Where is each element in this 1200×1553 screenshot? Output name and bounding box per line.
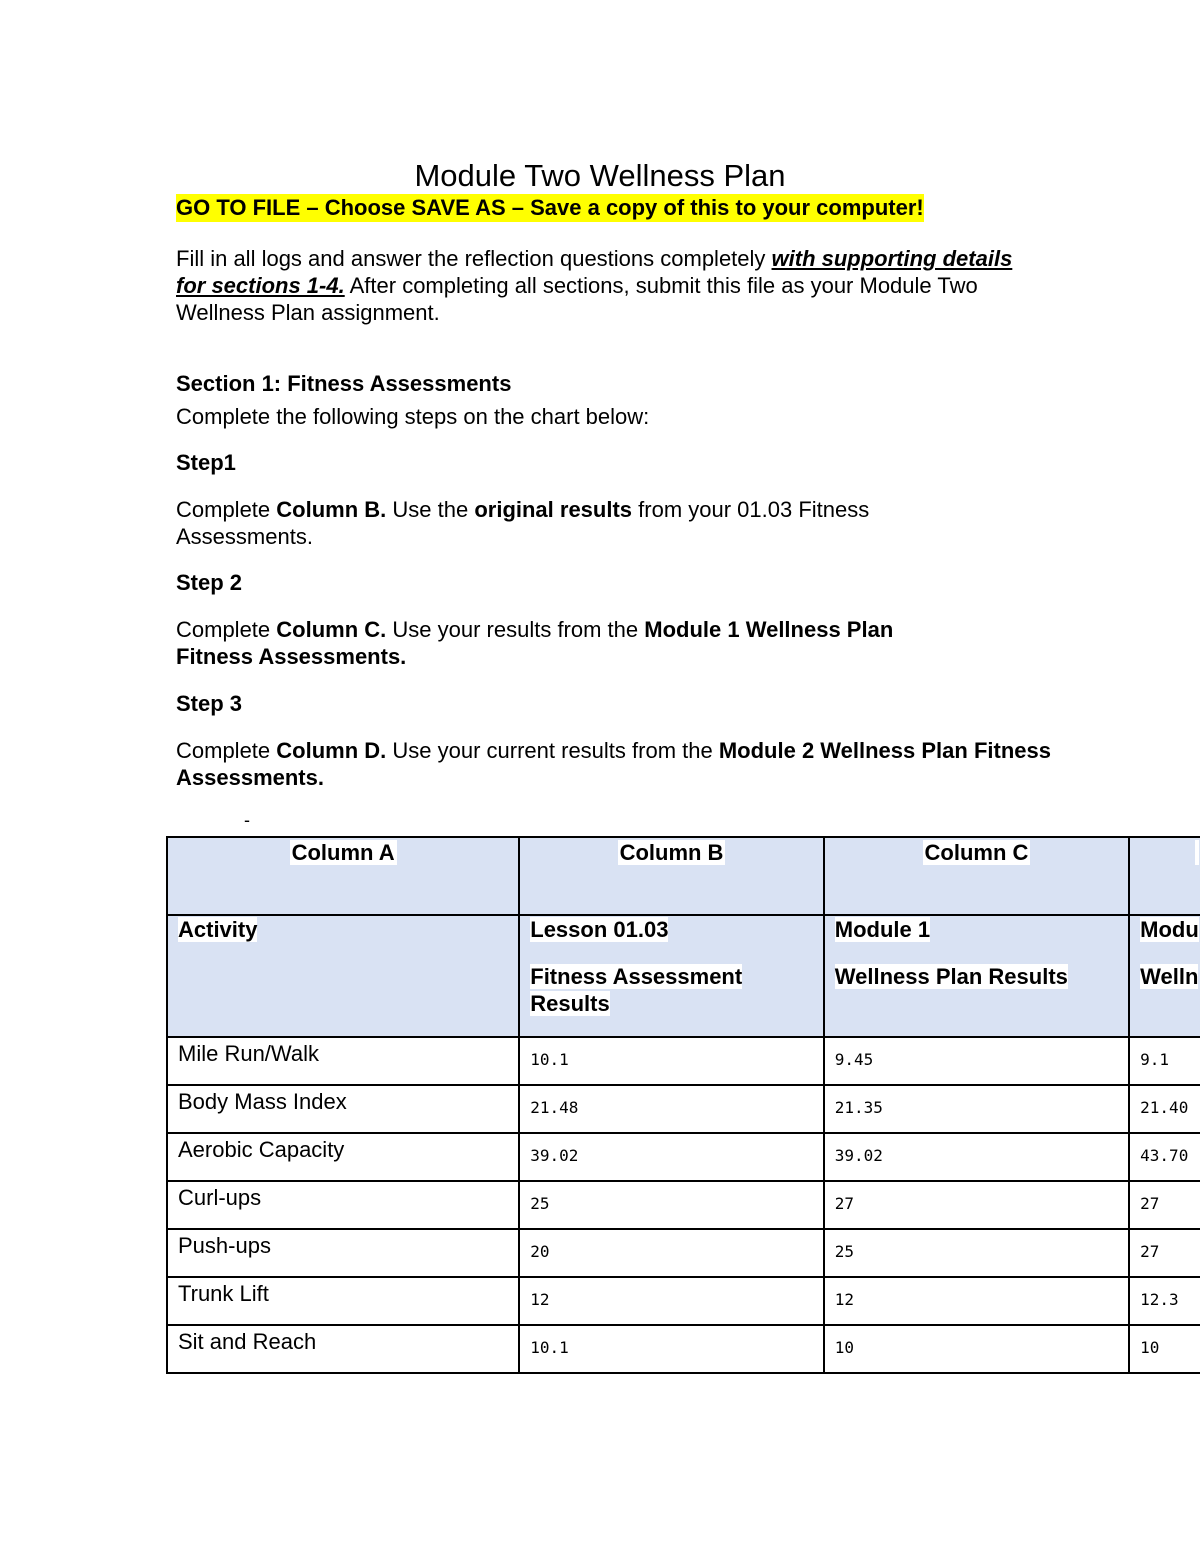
document-title: Module Two Wellness Plan [414, 158, 786, 193]
activity-name: Body Mass Index [178, 1089, 347, 1114]
value-column-c: 9.45 [834, 1050, 874, 1069]
activity-name: Push-ups [178, 1233, 271, 1258]
fitness-assessment-table [166, 836, 1200, 1374]
step2-text: Complete Column C. Use your results from the Module 1 Wellness Plan Fitness Assessments. [176, 617, 894, 669]
value-column-c: 10 [834, 1338, 855, 1357]
column-c-header: Column C [824, 837, 1129, 915]
intro-text-1: Fill in all logs and answer the reflection questions completely [176, 246, 772, 271]
value-column-c: 25 [834, 1242, 855, 1261]
activity-name: Mile Run/Walk [178, 1041, 319, 1066]
value-column-b: 21.48 [530, 1098, 579, 1117]
table-row [167, 1181, 1200, 1229]
step3-text: Complete Column D. Use your current results from the Module 2 Wellness Plan Fitness Assessments. [176, 738, 1051, 790]
value-column-d: 12.3 [1140, 1290, 1179, 1309]
column-a-header: Column A [167, 837, 519, 915]
value-column-b: 25 [530, 1194, 550, 1213]
stray-dash: - [244, 810, 250, 830]
activity-subheader: Activity [167, 915, 519, 1037]
section1-heading: Section 1: Fitness Assessments [176, 371, 512, 396]
activity-name: Sit and Reach [178, 1329, 317, 1354]
activity-name: Aerobic Capacity [178, 1137, 345, 1162]
step1-label: Step1 [176, 450, 236, 475]
column-d-header [1129, 837, 1200, 915]
save-instruction: GO TO FILE – Choose SAVE AS – Save a copy of this to your computer! [176, 195, 924, 220]
value-column-d: 27 [1140, 1242, 1160, 1261]
value-column-d: 43.70 [1140, 1146, 1189, 1165]
intro-emphasis: with supporting details for sections 1-4. [176, 246, 1013, 298]
table-row [167, 1085, 1200, 1133]
step3-label: Step 3 [176, 691, 243, 716]
value-column-b: 10.1 [530, 1338, 569, 1357]
activity-name: Trunk Lift [178, 1281, 269, 1306]
table-column-header-row [167, 837, 1200, 915]
step1-text: Complete Column B. Use the original results from your 01.03 Fitness Assessments. [176, 497, 870, 549]
value-column-b: 20 [530, 1242, 550, 1261]
value-column-b: 39.02 [530, 1146, 579, 1165]
table-row [167, 1229, 1200, 1277]
value-column-b: 12 [530, 1290, 550, 1309]
table-row [167, 1277, 1200, 1325]
step2-label: Step 2 [176, 570, 243, 595]
intro-text-2: After completing all sections, submit this file as your Module Two Wellness Plan assignment. [176, 273, 978, 325]
column-b-header: Column B [519, 837, 824, 915]
value-column-c: 27 [834, 1194, 855, 1213]
section1-subtitle: Complete the following steps on the chart below: [176, 404, 650, 429]
table-row [167, 1325, 1200, 1373]
activity-name: Curl-ups [178, 1185, 262, 1210]
table-row [167, 1133, 1200, 1181]
column-c-subheader: Module 1 Wellness Plan Results [824, 915, 1129, 1037]
table-row [167, 1037, 1200, 1085]
value-column-b: 10.1 [530, 1050, 569, 1069]
value-column-d: 21.40 [1140, 1098, 1189, 1117]
value-column-c: 12 [834, 1290, 855, 1309]
column-d-subheader: Modu Welln [1129, 915, 1200, 1037]
table-subheader-row [167, 915, 1200, 1037]
intro-paragraph [176, 245, 1036, 326]
value-column-d: 27 [1140, 1194, 1160, 1213]
value-column-d: 9.1 [1140, 1050, 1170, 1069]
value-column-c: 21.35 [834, 1098, 883, 1117]
value-column-c: 39.02 [834, 1146, 883, 1165]
column-b-subheader: Lesson 01.03 Fitness Assessment Results [519, 915, 824, 1037]
value-column-d: 10 [1140, 1338, 1160, 1357]
